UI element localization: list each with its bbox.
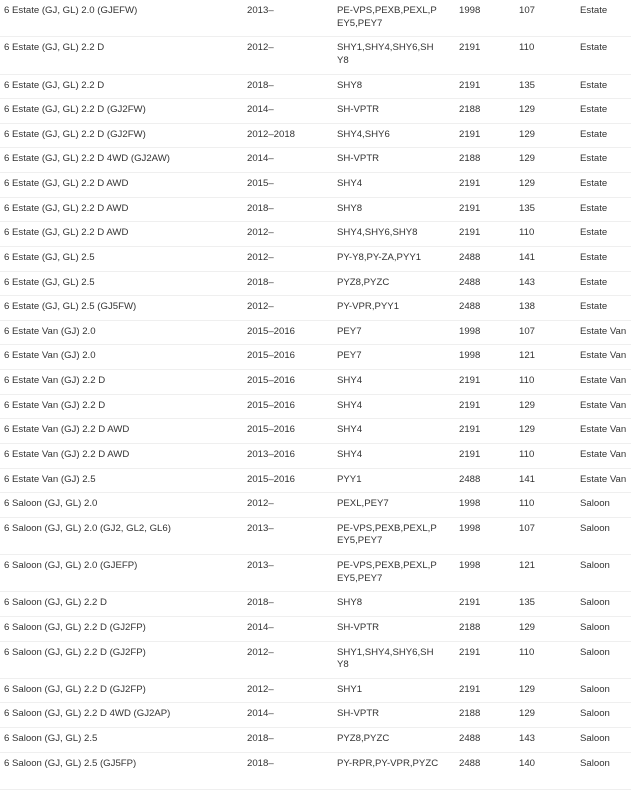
- engine-cell: PYZ8,PYZC: [337, 733, 390, 744]
- body-cell: Estate Van: [580, 424, 627, 436]
- cc-cell: 1998: [459, 5, 481, 16]
- years-cell: 2012–: [247, 683, 274, 695]
- years-cell: 2013–: [247, 560, 274, 571]
- kw-cell: 141: [519, 251, 536, 263]
- cc-cell: 1998: [459, 498, 481, 510]
- model-cell: 6 Estate (GJ, GL) 2.2 D (GJ2FW): [4, 104, 146, 116]
- model-cell: 6 Saloon (GJ, GL) 2.5: [4, 733, 98, 744]
- body-cell: Estate: [580, 42, 608, 54]
- body-cell: Estate: [580, 276, 608, 288]
- kw-cell: 138: [519, 301, 536, 313]
- kw-cell: 107: [519, 325, 536, 337]
- model-cell: 6 Estate (GJ, GL) 2.2 D: [4, 79, 105, 91]
- table-row[interactable]: [0, 296, 631, 321]
- kw-cell: 129: [519, 153, 536, 165]
- kw-cell: 143: [519, 276, 536, 288]
- table-row[interactable]: [0, 518, 631, 555]
- cc-cell: 2488: [459, 301, 481, 313]
- engine-cell: SHY1: [337, 683, 363, 695]
- years-cell: 2015–2016: [247, 424, 296, 436]
- engine-cell: SHY8: [337, 202, 363, 214]
- table-row[interactable]: [0, 679, 631, 704]
- kw-cell: 110: [519, 42, 535, 54]
- cc-cell: 2191: [459, 79, 481, 91]
- years-cell: 2018–: [247, 276, 274, 288]
- years-cell: 2012–: [247, 301, 274, 313]
- years-cell: 2014–: [247, 708, 274, 720]
- kw-cell: 129: [519, 399, 536, 411]
- cc-cell: 2191: [459, 683, 481, 695]
- engine-cell: PEXL,PEY7: [337, 498, 389, 510]
- engine-cell: SHY4: [337, 399, 363, 411]
- cc-cell: 2191: [459, 178, 481, 189]
- model-cell: 6 Estate (GJ, GL) 2.5: [4, 251, 95, 263]
- kw-cell: 121: [519, 350, 536, 362]
- cc-cell: 2488: [459, 473, 481, 485]
- body-cell: Saloon: [580, 560, 610, 571]
- model-cell: 6 Saloon (GJ, GL) 2.0: [4, 498, 98, 510]
- table-row[interactable]: [0, 370, 631, 395]
- model-cell: 6 Saloon (GJ, GL) 2.5 (GJ5FP): [4, 757, 137, 769]
- engine-cell: SH-VPTR: [337, 153, 380, 165]
- kw-cell: 110: [519, 498, 535, 510]
- years-cell: 2014–: [247, 104, 274, 116]
- cc-cell: 2488: [459, 733, 481, 744]
- body-cell: Saloon: [580, 708, 610, 720]
- years-cell: 2015–2016: [247, 473, 296, 485]
- table-row[interactable]: [0, 0, 631, 37]
- body-cell: Estate Van: [580, 325, 627, 337]
- years-cell: 2015–2016: [247, 399, 296, 411]
- cc-cell: 2488: [459, 251, 481, 263]
- years-cell: 2015–2016: [247, 350, 296, 362]
- cc-cell: 1998: [459, 522, 481, 534]
- body-cell: Saloon: [580, 733, 610, 744]
- model-cell: 6 Estate (GJ, GL) 2.5 (GJ5FW): [4, 301, 137, 313]
- table-row[interactable]: [0, 469, 631, 494]
- table-row[interactable]: [0, 99, 631, 124]
- years-cell: 2015–2016: [247, 325, 296, 337]
- body-cell: Saloon: [580, 621, 610, 633]
- model-cell: 6 Saloon (GJ, GL) 2.2 D (GJ2FP): [4, 621, 146, 633]
- table-row[interactable]: [0, 75, 631, 100]
- engine-cell: SHY1,SHY4,SHY6,SHY8: [337, 42, 434, 66]
- engine-cell: SHY4,SHY6: [337, 128, 390, 140]
- cc-cell: 2191: [459, 399, 481, 411]
- kw-cell: 107: [519, 5, 536, 16]
- body-cell: Saloon: [580, 597, 610, 609]
- model-cell: 6 Estate (GJ, GL) 2.0 (GJEFW): [4, 5, 138, 16]
- engine-cell: SH-VPTR: [337, 708, 380, 720]
- cc-cell: 2191: [459, 646, 481, 658]
- cc-cell: 2488: [459, 276, 481, 288]
- table-row[interactable]: [0, 753, 631, 790]
- body-cell: Estate Van: [580, 448, 627, 460]
- engine-cell: PY-Y8,PY-ZA,PYY1: [337, 251, 422, 263]
- kw-cell: 129: [519, 708, 536, 720]
- years-cell: 2012–: [247, 646, 274, 658]
- kw-cell: 135: [519, 597, 536, 609]
- model-cell: 6 Estate Van (GJ) 2.2 D: [4, 375, 106, 386]
- cc-cell: 2191: [459, 375, 481, 386]
- years-cell: 2015–2016: [247, 375, 296, 386]
- cc-cell: 2191: [459, 424, 481, 436]
- years-cell: 2018–: [247, 79, 274, 91]
- years-cell: 2012–: [247, 42, 274, 54]
- model-cell: 6 Estate (GJ, GL) 2.2 D AWD: [4, 202, 129, 214]
- kw-cell: 135: [519, 202, 536, 214]
- body-cell: Saloon: [580, 683, 610, 695]
- cc-cell: 2191: [459, 448, 481, 460]
- kw-cell: 110: [519, 646, 535, 658]
- cc-cell: 2191: [459, 128, 481, 140]
- engine-cell: PY-VPR,PYY1: [337, 301, 400, 313]
- kw-cell: 129: [519, 178, 536, 189]
- table-row[interactable]: [0, 148, 631, 173]
- cc-cell: 2488: [459, 757, 481, 769]
- body-cell: Estate: [580, 227, 608, 239]
- engine-cell: SHY8: [337, 597, 363, 609]
- kw-cell: 129: [519, 424, 536, 436]
- body-cell: Estate: [580, 128, 608, 140]
- model-cell: 6 Saloon (GJ, GL) 2.2 D 4WD (GJ2AP): [4, 708, 171, 720]
- kw-cell: 140: [519, 757, 536, 769]
- engine-cell: SHY4: [337, 178, 363, 189]
- table-row[interactable]: [0, 493, 631, 518]
- cc-cell: 2191: [459, 202, 481, 214]
- body-cell: Estate: [580, 79, 608, 91]
- cc-cell: 1998: [459, 325, 481, 337]
- row-divider: [0, 789, 631, 790]
- engine-cell: SHY1,SHY4,SHY6,SHY8: [337, 646, 434, 671]
- model-cell: 6 Saloon (GJ, GL) 2.2 D (GJ2FP): [4, 683, 146, 695]
- body-cell: Estate Van: [580, 399, 627, 411]
- cc-cell: 2191: [459, 597, 481, 609]
- table-row[interactable]: [0, 124, 631, 149]
- kw-cell: 141: [519, 473, 536, 485]
- cc-cell: 2191: [459, 42, 481, 54]
- table-row[interactable]: [0, 173, 631, 198]
- body-cell: Estate: [580, 301, 608, 313]
- years-cell: 2018–: [247, 597, 274, 609]
- body-cell: Saloon: [580, 522, 610, 534]
- body-cell: Estate Van: [580, 375, 627, 386]
- years-cell: 2018–: [247, 757, 274, 769]
- model-cell: 6 Estate (GJ, GL) 2.2 D 4WD (GJ2AW): [4, 153, 170, 165]
- model-cell: 6 Estate Van (GJ) 2.5: [4, 473, 96, 485]
- kw-cell: 129: [519, 104, 536, 116]
- engine-cell: SHY4: [337, 448, 363, 460]
- engine-cell: PEY7: [337, 350, 362, 362]
- model-cell: 6 Saloon (GJ, GL) 2.0 (GJ2, GL2, GL6): [4, 522, 171, 534]
- engine-cell: PYY1: [337, 473, 362, 485]
- table-row[interactable]: [0, 395, 631, 420]
- table-row[interactable]: [0, 37, 631, 74]
- engine-cell: PYZ8,PYZC: [337, 276, 390, 288]
- years-cell: 2013–: [247, 5, 274, 16]
- model-cell: 6 Estate (GJ, GL) 2.5: [4, 276, 95, 288]
- table-row[interactable]: [0, 345, 631, 370]
- table-row[interactable]: [0, 617, 631, 642]
- table-row[interactable]: [0, 198, 631, 223]
- years-cell: 2015–: [247, 178, 274, 189]
- body-cell: Estate: [580, 104, 608, 116]
- model-cell: 6 Estate (GJ, GL) 2.2 D (GJ2FW): [4, 128, 146, 140]
- body-cell: Saloon: [580, 498, 610, 510]
- kw-cell: 110: [519, 448, 535, 460]
- model-cell: 6 Saloon (GJ, GL) 2.2 D (GJ2FP): [4, 646, 146, 658]
- engine-cell: PY-RPR,PY-VPR,PYZC: [337, 757, 439, 769]
- years-cell: 2018–: [247, 733, 274, 744]
- kw-cell: 110: [519, 375, 535, 386]
- years-cell: 2012–: [247, 498, 274, 510]
- model-cell: 6 Estate (GJ, GL) 2.2 D: [4, 42, 105, 54]
- engine-cell: SHY4,SHY6,SHY8: [337, 227, 418, 239]
- table-row[interactable]: [0, 555, 631, 592]
- body-cell: Estate: [580, 251, 608, 263]
- engine-cell: SH-VPTR: [337, 621, 380, 633]
- table-row[interactable]: [0, 321, 631, 346]
- model-cell: 6 Estate Van (GJ) 2.0: [4, 325, 96, 337]
- kw-cell: 121: [519, 560, 536, 571]
- table-row[interactable]: [0, 728, 631, 753]
- body-cell: Saloon: [580, 646, 610, 658]
- cc-cell: 2188: [459, 621, 481, 633]
- engine-cell: PE-VPS,PEXB,PEXL,PEY5,PEY7: [337, 560, 437, 584]
- kw-cell: 107: [519, 522, 536, 534]
- body-cell: Estate: [580, 178, 608, 189]
- body-cell: Estate: [580, 153, 608, 165]
- kw-cell: 143: [519, 733, 536, 744]
- cc-cell: 2191: [459, 227, 481, 239]
- body-cell: Estate: [580, 5, 608, 16]
- body-cell: Estate Van: [580, 350, 627, 362]
- model-cell: 6 Estate Van (GJ) 2.2 D AWD: [4, 424, 130, 436]
- kw-cell: 110: [519, 227, 535, 239]
- table-row[interactable]: [0, 592, 631, 617]
- table-row[interactable]: [0, 247, 631, 272]
- table-row[interactable]: [0, 444, 631, 469]
- table-row[interactable]: [0, 642, 631, 679]
- cc-cell: 1998: [459, 350, 481, 362]
- body-cell: Saloon: [580, 757, 610, 769]
- cc-cell: 2188: [459, 153, 481, 165]
- years-cell: 2012–2018: [247, 128, 296, 140]
- cc-cell: 2188: [459, 708, 481, 720]
- kw-cell: 129: [519, 621, 536, 633]
- years-cell: 2013–2016: [247, 448, 296, 460]
- table-row[interactable]: [0, 419, 631, 444]
- engine-cell: PE-VPS,PEXB,PEXL,PEY5,PEY7: [337, 522, 437, 547]
- years-cell: 2013–: [247, 522, 274, 534]
- model-cell: 6 Estate (GJ, GL) 2.2 D AWD: [4, 227, 129, 239]
- engine-cell: PEY7: [337, 325, 362, 337]
- model-cell: 6 Saloon (GJ, GL) 2.2 D: [4, 597, 107, 609]
- body-cell: Estate: [580, 202, 608, 214]
- body-cell: Estate Van: [580, 473, 627, 485]
- cc-cell: 1998: [459, 560, 481, 571]
- engine-cell: SHY8: [337, 79, 363, 91]
- table-row[interactable]: [0, 703, 631, 728]
- cc-cell: 2188: [459, 104, 481, 116]
- kw-cell: 129: [519, 128, 536, 140]
- model-cell: 6 Estate (GJ, GL) 2.2 D AWD: [4, 178, 129, 189]
- kw-cell: 129: [519, 683, 536, 695]
- engine-cell: PE-VPS,PEXB,PEXL,PEY5,PEY7: [337, 5, 437, 29]
- model-cell: 6 Estate Van (GJ) 2.2 D: [4, 399, 106, 411]
- years-cell: 2018–: [247, 202, 274, 214]
- model-cell: 6 Estate Van (GJ) 2.2 D AWD: [4, 448, 130, 460]
- model-cell: 6 Estate Van (GJ) 2.0: [4, 350, 96, 362]
- years-cell: 2014–: [247, 621, 274, 633]
- years-cell: 2012–: [247, 227, 274, 239]
- years-cell: 2014–: [247, 153, 274, 165]
- model-cell: 6 Saloon (GJ, GL) 2.0 (GJEFP): [4, 560, 138, 571]
- engine-cell: SH-VPTR: [337, 104, 380, 116]
- table-row[interactable]: [0, 272, 631, 297]
- years-cell: 2012–: [247, 251, 274, 263]
- kw-cell: 135: [519, 79, 536, 91]
- engine-cell: SHY4: [337, 375, 363, 386]
- table-row[interactable]: [0, 222, 631, 247]
- engine-cell: SHY4: [337, 424, 363, 436]
